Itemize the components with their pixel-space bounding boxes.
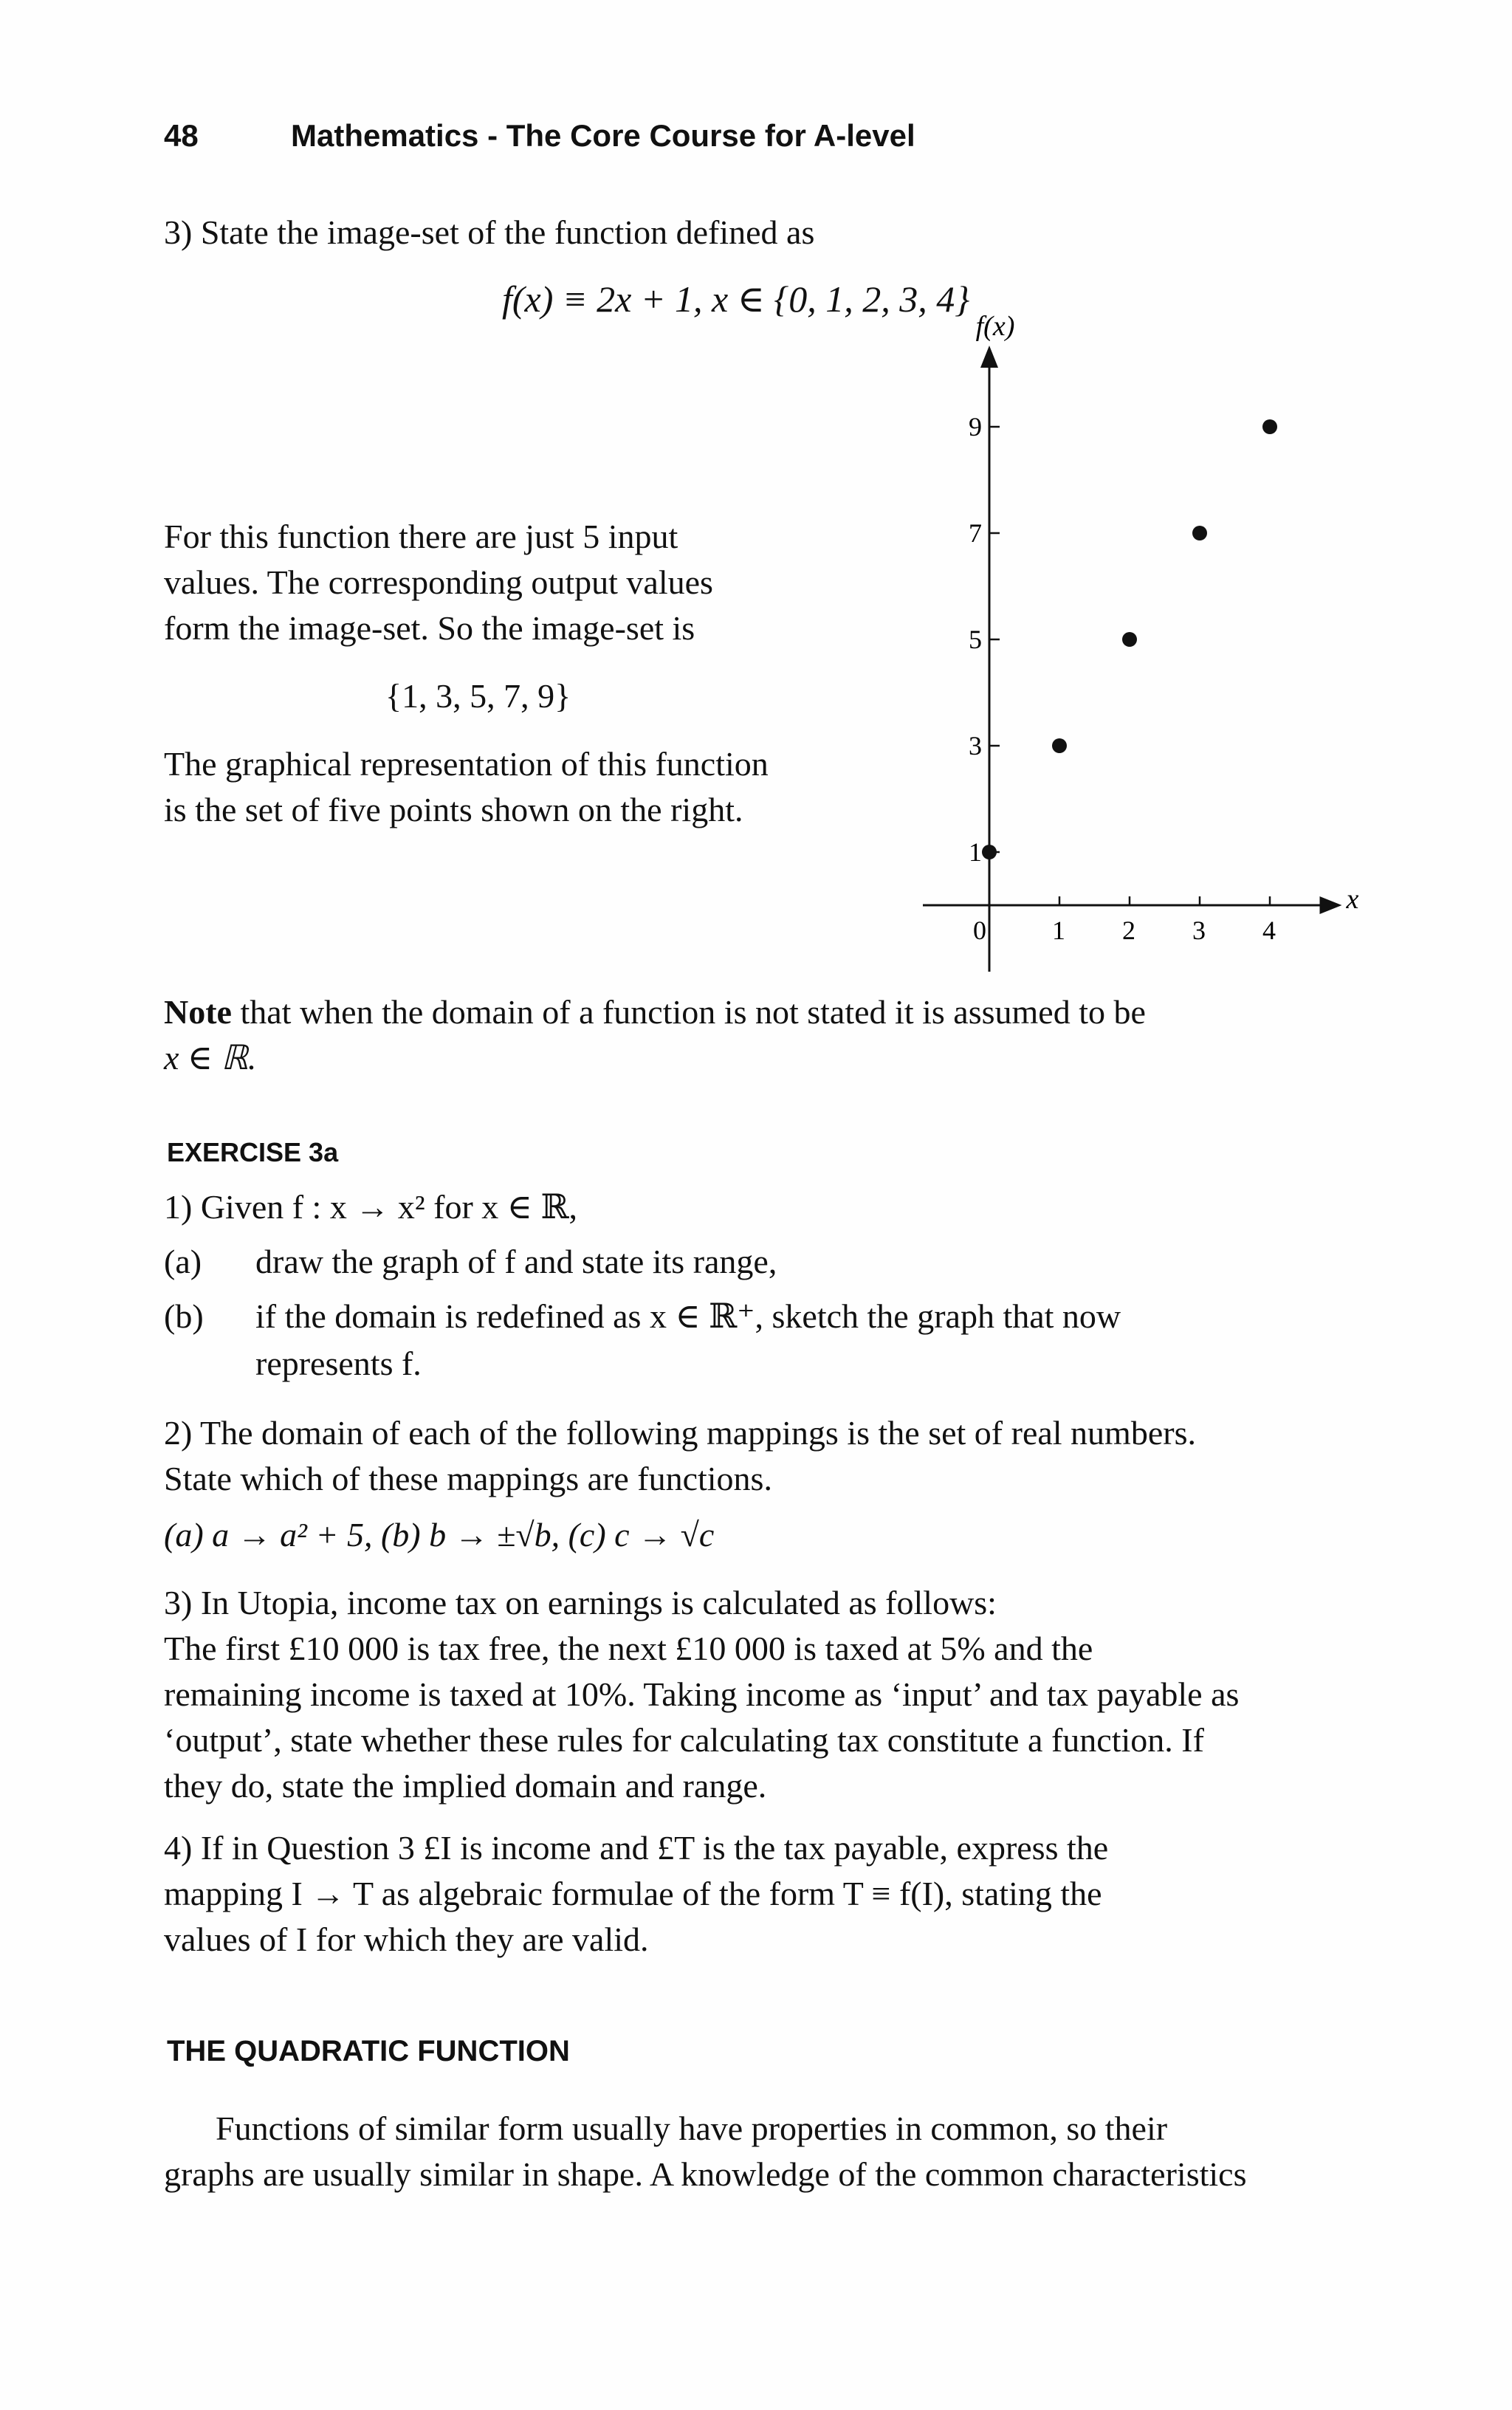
- x-axis-label: x: [1346, 884, 1359, 915]
- data-point: [1192, 526, 1207, 540]
- exercise-q1a-text: draw the graph of f and state its range,: [255, 1243, 777, 1280]
- x-tick-label: 0: [973, 916, 986, 945]
- exercise-heading: EXERCISE 3a: [167, 1137, 339, 1167]
- function-graph: [908, 311, 1381, 989]
- data-point: [1052, 738, 1067, 753]
- data-point: [1122, 632, 1137, 647]
- exercise-q1b-text: if the domain is redefined as x ∈ ℝ⁺, sketch the graph that now: [255, 1297, 1121, 1335]
- explanation-line-3: form the image-set. So the image-set is: [164, 609, 695, 647]
- quadratic-line-2: graphs are usually similar in shape. A knowledge of the common characteristics: [164, 2155, 1247, 2193]
- graph-text-line-2: is the set of five points shown on the right.: [164, 791, 743, 828]
- exercise-q3-line-3: remaining income is taxed at 10%. Taking income as ‘input’ and tax payable as: [164, 1675, 1240, 1713]
- exercise-q3-line-4: ‘output’, state whether these rules for calculating tax constitute a function. If: [164, 1721, 1204, 1759]
- y-axis-arrow: [980, 346, 998, 368]
- exercise-q4-line-3: values of I for which they are valid.: [164, 1920, 649, 1958]
- exercise-q1b-label: (b): [164, 1297, 204, 1335]
- exercise-q1: 1) Given f : x → x² for x ∈ ℝ,: [164, 1188, 578, 1226]
- example-question: 3) State the image-set of the function defined as: [164, 213, 815, 251]
- x-tick-label: 3: [1192, 916, 1206, 945]
- explanation-line-1: For this function there are just 5 input: [164, 518, 678, 555]
- explanation-line-2: values. The corresponding output values: [164, 563, 713, 601]
- image-set: {1, 3, 5, 7, 9}: [385, 677, 571, 715]
- y-tick-label: 7: [969, 518, 982, 548]
- exercise-q4-line-1: 4) If in Question 3 £I is income and £T is the tax payable, express the: [164, 1829, 1109, 1867]
- note-paragraph: [164, 989, 1146, 1035]
- exercise-q4-line-2: mapping I → T as algebraic formulae of the form T ≡ f(I), stating the: [164, 1875, 1102, 1912]
- quadratic-heading: THE QUADRATIC FUNCTION: [167, 2035, 570, 2067]
- data-point: [982, 845, 997, 859]
- example-formula: f(x) ≡ 2x + 1, x ∈ {0, 1, 2, 3, 4}: [502, 278, 970, 320]
- y-axis-label: f(x): [975, 311, 1015, 342]
- page-number: 48: [164, 118, 199, 153]
- data-point: [1262, 419, 1277, 434]
- exercise-q1a-label: (a): [164, 1243, 202, 1280]
- exercise-q3-line-1: 3) In Utopia, income tax on earnings is calculated as follows:: [164, 1584, 997, 1621]
- x-axis-arrow: [1320, 896, 1342, 914]
- quadratic-line-1: Functions of similar form usually have properties in common, so their: [216, 2109, 1168, 2147]
- exercise-q1b-text-2: represents f.: [255, 1345, 422, 1382]
- x-tick-label: 4: [1262, 916, 1276, 945]
- y-tick-label: 1: [969, 837, 982, 867]
- x-tick-label: 1: [1052, 916, 1065, 945]
- book-title: Mathematics - The Core Course for A-level: [291, 118, 915, 153]
- y-tick-label: 5: [969, 625, 982, 654]
- exercise-q2-line-2: State which of these mappings are functions.: [164, 1460, 772, 1497]
- y-tick-label: 9: [969, 412, 982, 442]
- x-tick-label: 2: [1122, 916, 1135, 945]
- note-label: Note: [164, 993, 232, 1031]
- note-line-1: that when the domain of a function is not stated it is assumed to be: [231, 993, 1146, 1031]
- note-line-2: x ∈ ℝ.: [164, 1039, 257, 1077]
- exercise-q2-line-1: 2) The domain of each of the following mappings is the set of real numbers.: [164, 1414, 1196, 1452]
- graph-text-line-1: The graphical representation of this function: [164, 745, 769, 783]
- exercise-q3-line-2: The first £10 000 is tax free, the next £10 000 is taxed at 5% and the: [164, 1630, 1093, 1667]
- y-tick-label: 3: [969, 731, 982, 761]
- exercise-q2-options: (a) a → a² + 5, (b) b → ±√b, (c) c → √c: [164, 1516, 715, 1554]
- exercise-q3-line-5: they do, state the implied domain and range.: [164, 1767, 767, 1805]
